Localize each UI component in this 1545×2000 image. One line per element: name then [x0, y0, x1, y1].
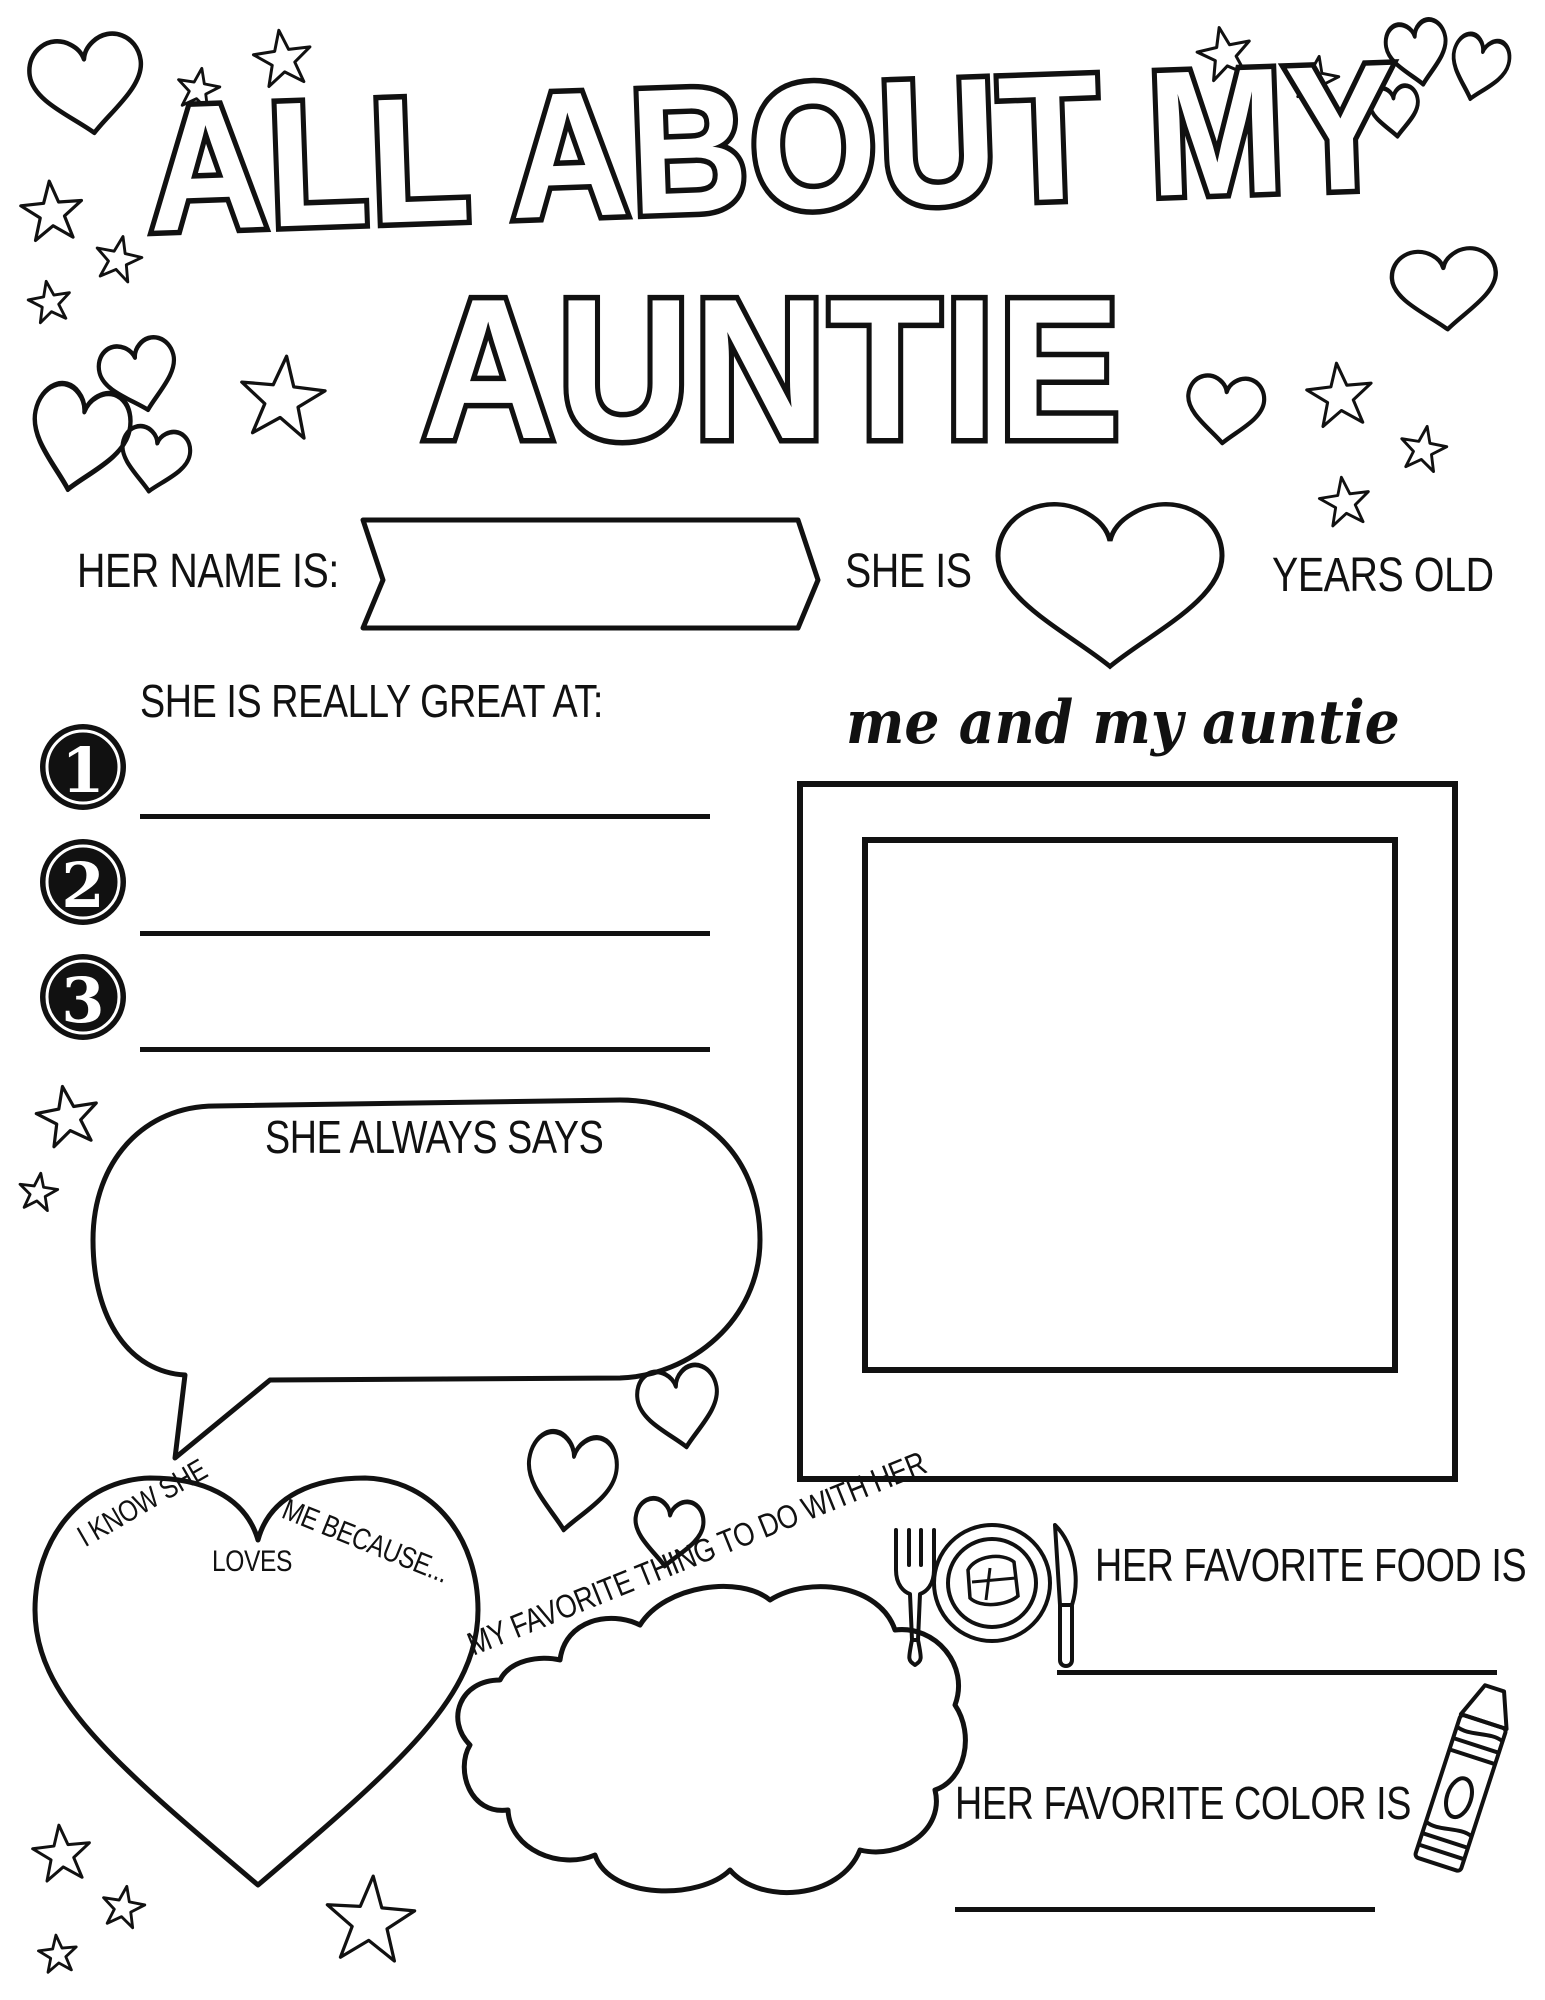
heart-text-line-2: LOVES — [212, 1545, 293, 1578]
photo-area[interactable] — [868, 843, 1392, 1367]
number-3-label: 3 — [61, 964, 105, 1037]
heart-icon — [520, 1429, 621, 1536]
star-icon — [99, 1883, 147, 1929]
star-icon — [32, 1081, 102, 1149]
heart-text-line-3: ME BECAUSE... — [277, 1493, 454, 1590]
age-field[interactable] — [1015, 520, 1205, 640]
speech-bubble-area[interactable] — [120, 1170, 730, 1360]
she-is-label: SHE IS — [845, 545, 972, 598]
name-field[interactable] — [395, 528, 790, 620]
her-name-label: HER NAME IS: — [77, 545, 339, 598]
she-always-says-label: SHE ALWAYS SAYS — [265, 1111, 604, 1163]
heart-answer-area[interactable] — [90, 1600, 425, 1780]
star-icon — [324, 1873, 417, 1962]
star-icon — [37, 1933, 79, 1973]
great-at-line-1[interactable] — [140, 814, 710, 819]
crayon-icon — [1415, 1681, 1518, 1872]
star-icon — [17, 1171, 60, 1212]
heart-text-line-1: I KNOW SHE — [72, 1453, 213, 1554]
page-title-line-1: ALL ABOUT MY — [144, 26, 1401, 269]
favorite-food-line[interactable] — [1057, 1670, 1497, 1675]
number-2-label: 2 — [61, 849, 105, 922]
photo-caption: me and my auntie — [846, 688, 1400, 758]
great-at-line-2[interactable] — [140, 931, 710, 936]
favorite-food-label: HER FAVORITE FOOD IS — [1095, 1539, 1527, 1591]
favorite-color-line[interactable] — [955, 1907, 1375, 1912]
great-at-heading: SHE IS REALLY GREAT AT: — [140, 675, 603, 727]
fork-icon — [896, 1530, 934, 1665]
years-old-label: YEARS OLD — [1272, 549, 1494, 602]
cloud-answer-area[interactable] — [520, 1660, 940, 1840]
plate-icon — [934, 1525, 1050, 1641]
favorite-color-label: HER FAVORITE COLOR IS — [955, 1777, 1411, 1829]
great-at-line-3[interactable] — [140, 1047, 710, 1052]
page-title-line-2: AUNTIE — [421, 258, 1124, 481]
knife-icon — [1055, 1525, 1076, 1666]
number-1-label: 1 — [61, 734, 105, 807]
favorite-thing-label: MY FAVORITE THING TO DO WITH HER — [462, 1444, 932, 1663]
star-icon — [30, 1822, 92, 1882]
